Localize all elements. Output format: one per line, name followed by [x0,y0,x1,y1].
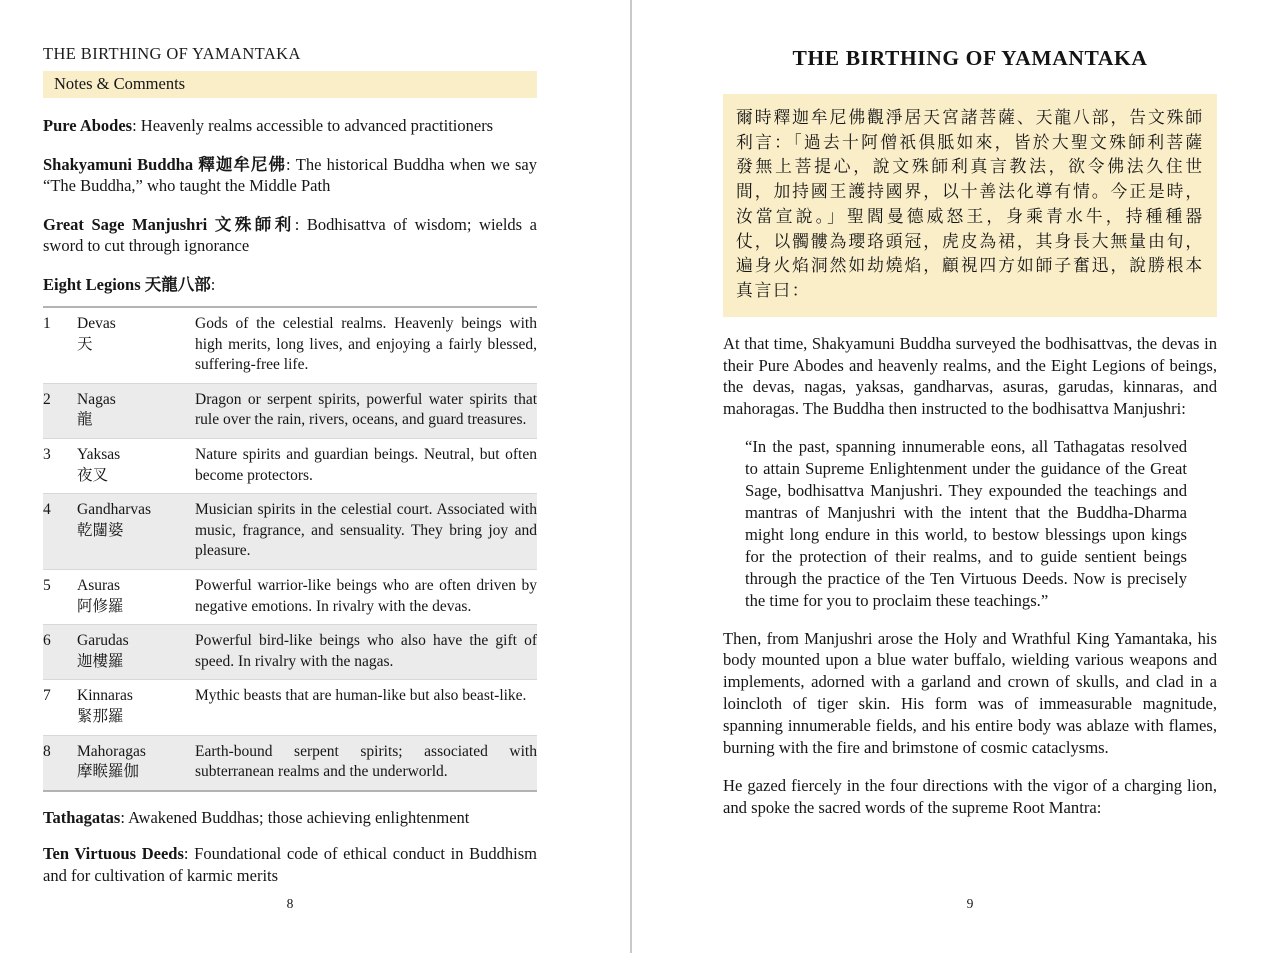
legion-description: Powerful warrior-like beings who are often driven by negative emotions. In rivalry with the devas. [195,569,537,624]
running-header: THE BIRTHING OF YAMANTAKA [43,44,301,63]
page-number: 9 [966,896,974,911]
note-item [43,843,537,886]
legion-chinese: 龍 [77,411,93,429]
legion-description: Mythic beasts that are human-like but also beast-like. [195,680,537,735]
note-term: Great Sage Manjushri [43,214,208,234]
legion-chinese: 乾闥婆 [77,521,124,539]
note-term: Shakyamuni Buddha [43,154,194,174]
row-number-cell: 6 [43,625,77,680]
note-item [43,115,537,137]
legion-chinese: 天 [77,335,93,353]
legion-name: Kinnaras [77,687,133,705]
blockquote: “In the past, spanning innumerable eons, all Tathagatas resolved to attain Supreme Enlightenment under the guidance of the Great Sage, bodhisattva Manjushri. They expounded the teachings and mantras of Manjushri with the intent that the Buddha-Dharma might long endure in this world, to bestow blessings upon kings for the protection of their realms, and to guide sentient beings through the practice of the Ten Virtuous Deeds. Now is precisely the time for you to proclaim these teachings.” [745,437,1187,610]
legion-name: Nagas [77,390,116,408]
paragraph: Then, from Manjushri arose the Holy and Wrathful King Yamantaka, his body mounted upon a blue water buffalo, wielding various weapons and implements, adorned with a garland and crown of skulls, and clad in a loincloth of tiger skin. His form was of immeasurable magnitude, spanning innumerable fields, and his entire body was ablaze with flames, burning with the fire and brimstone of cosmic cataclysms. [723,628,1217,758]
note-definition: : The historical Buddha when we say “The Buddha,” who taught the Middle Path [43,154,537,195]
legion-description: Gods of the celestial realms. Heavenly beings with high merits, long lives, and enjoying a fairly blessed, suffering-free life. [195,315,537,374]
note-item [43,274,537,296]
legion-chinese: 緊那羅 [77,707,124,725]
chinese-passage-text: 爾時釋迦牟尼佛觀淨居天宮諸菩薩、天龍八部，告文殊師利言：「過去十阿僧祇俱胝如來，皆於大聖文殊師利菩薩發無上菩提心，說文殊師利真言教法，欲令佛法久住世間，加持國王護持國界，以十善法化導有情。今正是時，汝當宣說。」聖閻曼德威怒王，身乘青水牛，持種種器仗，以髑髏為瓔珞頭冠，虎皮為裙，其身長大無量由旬，遍身火焰洞然如劫燒焰，顧視四方如師子奮迅，說勝根本真言曰： [736,108,1204,300]
legion-description: Nature spirits and guardian beings. Neutral, but often become protectors. [195,438,537,493]
row-number-cell: 7 [43,680,77,735]
legion-name: Garudas [77,632,129,650]
note-term-chinese: 天龍八部 [140,274,211,294]
legion-name: Mahoragas [77,742,146,760]
note-definition: : Bodhisattva of wisdom; wields a sword to cut through ignorance [43,214,538,255]
table-row [43,438,537,493]
legion-chinese: 迦樓羅 [77,652,124,670]
note-term-chinese: 釋迦牟尼佛 [193,154,287,174]
table-row [43,680,537,735]
note-term: Eight Legions [43,274,141,294]
note-definition: : Foundational code of ethical conduct in Buddhism and for cultivation of karmic merits [43,844,537,885]
row-number-cell: 8 [43,735,77,791]
note-term-chinese: 文殊師利 [207,214,295,234]
left-page [0,0,631,953]
note-item [43,807,537,829]
note-term: Pure Abodes [43,116,133,135]
paragraph: At that time, Shakyamuni Buddha surveyed the bodhisattvas, the devas in their Pure Abodes and heavenly realms, and the Eight Legions of beings, the devas, nagas, yaksas, gandharvas, asuras, garudas, kinnaras, and mahoragas. The Buddha then instructed to the bodhisattva Manjushri: [723,333,1217,419]
legion-name: Devas [77,315,116,332]
table-row [43,383,537,438]
note-definition: : Heavenly realms accessible to advanced practitioners [132,116,494,135]
row-number-cell: 5 [43,569,77,624]
legion-name: Asuras [77,576,121,594]
chinese-passage-box [723,94,1217,317]
legion-name: Yaksas [77,445,121,463]
legion-chinese: 摩睺羅伽 [77,763,140,781]
legion-name: Gandharvas [77,501,152,519]
note-item [43,214,537,257]
note-term: Tathagatas [43,807,121,827]
legion-chinese: 阿修羅 [77,597,124,615]
legion-description: Musician spirits in the celestial court. Associated with music, fragrance, and sensuality. They bring joy and pleasure. [195,494,537,570]
page-number: 8 [286,896,294,911]
row-number-cell: 4 [43,494,77,570]
right-page [631,0,1266,953]
chapter-title: THE BIRTHING OF YAMANTAKA [792,46,1148,70]
legion-description: Powerful bird-like beings who also have the gift of speed. In rivalry with the nagas. [195,625,537,680]
note-term: Ten Virtuous Deeds [43,844,184,864]
table-row [43,569,537,624]
table-row [43,735,537,791]
legion-description: Dragon or serpent spirits, powerful water spirits that rule over the rain, rivers, oceans, and guard treasures. [195,383,537,438]
row-number-cell: 1 [43,315,51,332]
legion-chinese: 夜叉 [77,466,109,484]
notes-banner: Notes & Comments [43,71,537,98]
legions-table [43,306,537,792]
table-row [43,625,537,680]
row-number-cell: 3 [43,438,77,493]
row-number-cell: 2 [43,383,77,438]
note-definition: : [210,274,216,294]
paragraph: He gazed fiercely in the four directions with the vigor of a charging lion, and spoke the sacred words of the supreme Root Mantra: [723,775,1217,817]
note-definition: : Awakened Buddhas; those achieving enlightenment [120,807,470,827]
table-row [43,307,537,383]
legion-description: Earth-bound serpent spirits; associated with subterranean realms and the underworld. [195,735,537,791]
note-item [43,154,537,197]
table-row [43,494,537,570]
